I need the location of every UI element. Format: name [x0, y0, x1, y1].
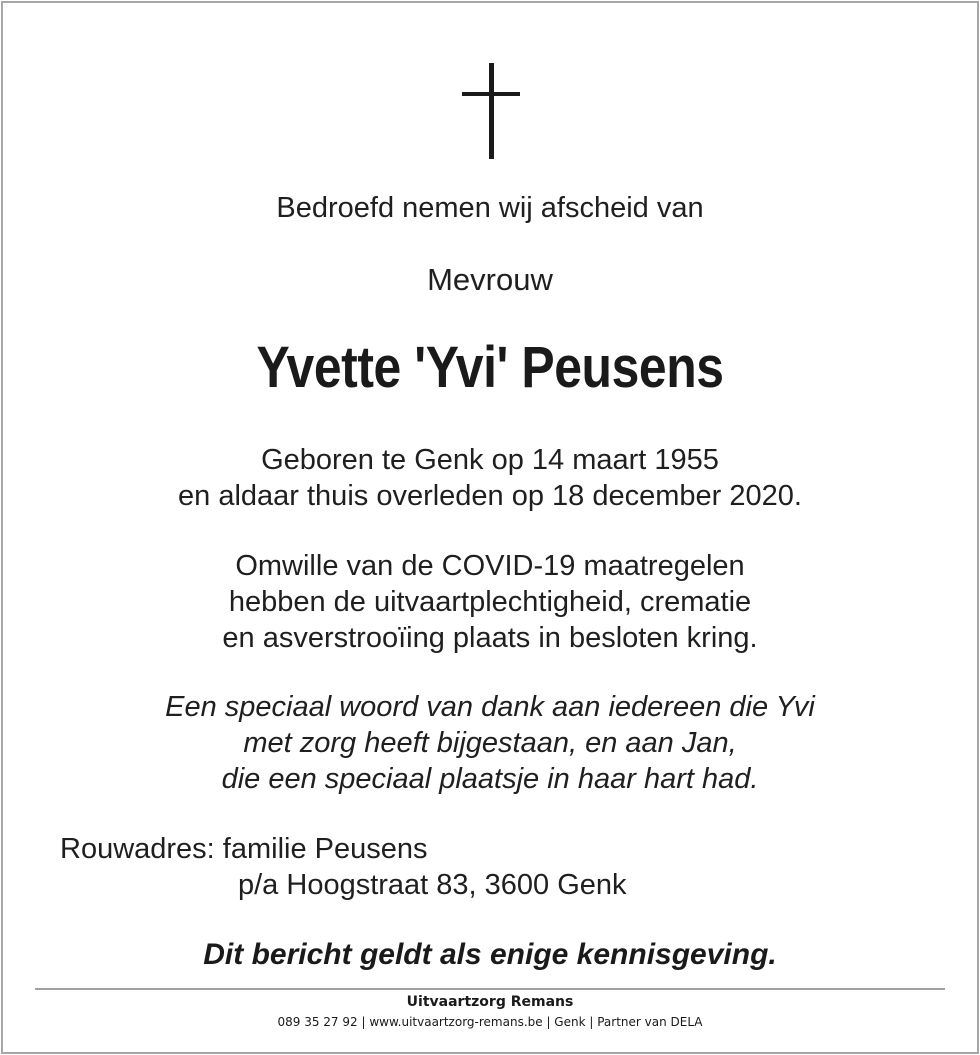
deceased-name: Yvette 'Yvi' Peusens [256, 335, 724, 400]
salutation: Mevrouw [427, 262, 553, 297]
funeral-home-info: 089 35 27 92 | www.uitvaartzorg-remans.be | Genk | Partner van DELA [277, 1015, 703, 1029]
thanks-line: Een speciaal woord van dank aan iedereen die Yvi [165, 691, 815, 723]
footer-divider [35, 988, 945, 990]
covid-line: en asverstrooïing plaats in besloten kring. [222, 622, 758, 654]
funeral-home-name: Uitvaartzorg Remans [406, 994, 574, 1010]
covid-line: hebben de uitvaartplechtigheid, crematie [228, 586, 752, 618]
cross-icon [462, 63, 520, 159]
covid-line: Omwille van de COVID-19 maatregelen [235, 550, 745, 582]
address-line: p/a Hoogstraat 83, 3600 Genk [238, 869, 627, 901]
thanks-line: met zorg heeft bijgestaan, en aan Jan, [243, 727, 737, 759]
address-label: Rouwadres: familie Peusens [60, 833, 428, 865]
thanks-line: die een speciaal plaatsje in haar hart had. [221, 763, 759, 795]
birth-text: Geboren te Genk op 14 maart 1955 [261, 444, 719, 476]
death-text: en aldaar thuis overleden op 18 december 2020. [178, 480, 802, 512]
notice-text: Dit bericht geldt als enige kennisgeving. [203, 938, 777, 971]
intro-text: Bedroefd nemen wij afscheid van [276, 192, 704, 224]
